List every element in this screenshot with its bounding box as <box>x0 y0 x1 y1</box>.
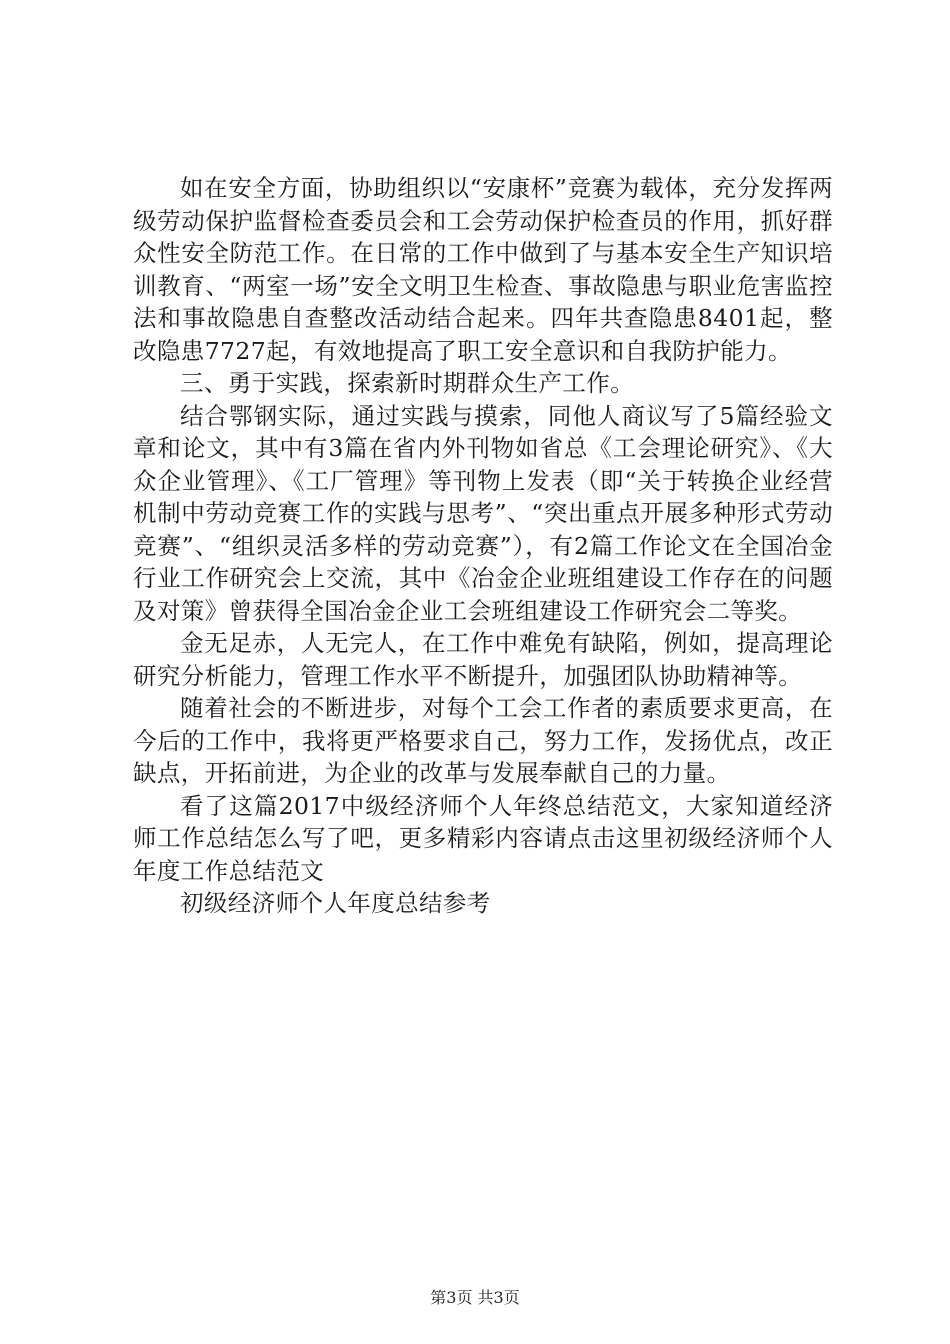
paragraph-outlook: 随着社会的不断进步，对每个工会工作者的素质要求更高，在今后的工作中，我将更严格要求自己，努力工作，发扬优点，改正缺点，开拓前进，为企业的改革与发展奉献自己的力量。 <box>133 694 833 787</box>
document-body <box>133 172 833 920</box>
paragraph-safety: 如在安全方面，协助组织以“安康杯”竞赛为载体，充分发挥两级劳动保护监督检查委员会和工会劳动保护检查员的作用，抓好群众性安全防范工作。在日常的工作中做到了与基本安全生产知识培训教育、“两室一场”安全文明卫生检查、事故隐患与职业危害监控法和事故隐患自查整改活动结合起来。四年共查隐患8401起，整改隐患7727起，有效地提高了职工安全意识和自我防护能力。 <box>133 174 833 365</box>
paragraph-shortcomings: 金无足赤，人无完人，在工作中难免有缺陷，例如，提高理论研究分析能力，管理工作水平不断提升，加强团队协助精神等。 <box>133 629 833 690</box>
page-number-footer: 第3页 共3页 <box>430 1288 520 1307</box>
paragraph-closing-note: 看了这篇2017中级经济师个人年终总结范文，大家知道经济师工作总结怎么写了吧，更多精彩内容请点击这里初级经济师个人年度工作总结范文 <box>133 791 833 885</box>
related-link-text: 初级经济师个人年度总结参考 <box>180 889 491 917</box>
section-heading-practice: 三、勇于实践，探索新时期群众生产工作。 <box>180 369 635 397</box>
paragraph-research: 结合鄂钢实际，通过实践与摸索，同他人商议写了5篇经验文章和论文，其中有3篇在省内外刊物如省总《工会理论研究》、《大众企业管理》、《工厂管理》等刊物上发表（即“关于转换企业经营机制中劳动竞赛工作的实践与思考”、“突出重点开展多种形式劳动竞赛”、“组织灵活多样的劳动竞赛”），有2篇工作论文在全国冶金行业工作研究会上交流，其中《冶金企业班组建设工作存在的问题及对策》曾获得全国冶金企业工会班组建设工作研究会二等奖。 <box>133 401 833 625</box>
